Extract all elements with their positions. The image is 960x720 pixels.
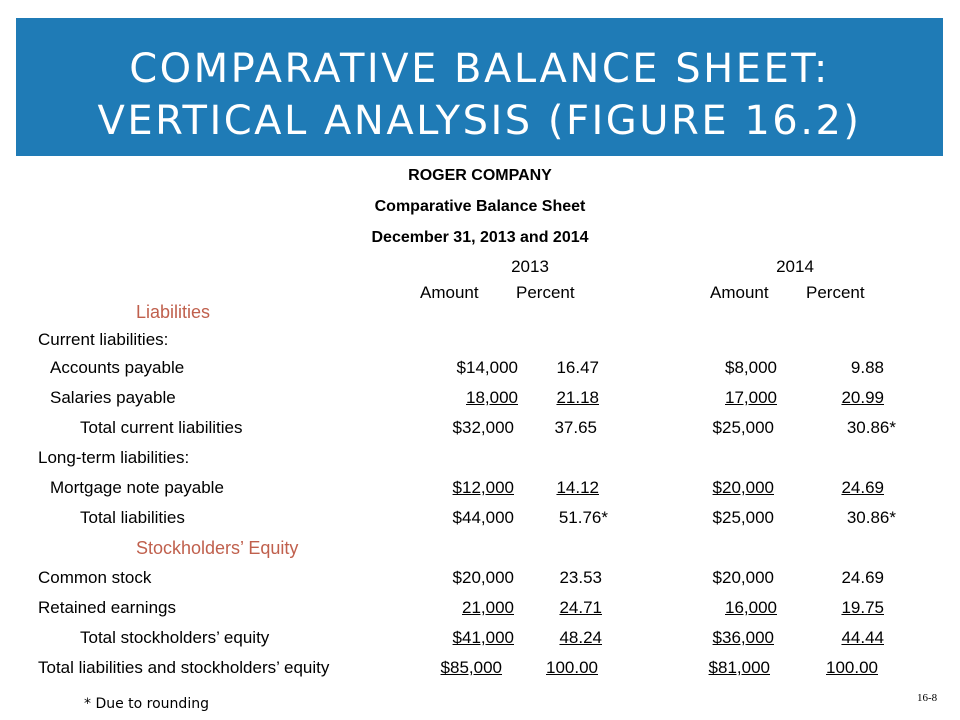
total-current-liabilities-amount-2013: $32,000 bbox=[452, 418, 514, 437]
statement-date: December 31, 2013 and 2014 bbox=[371, 229, 589, 246]
common-stock-percent-2013: 23.53 bbox=[559, 568, 602, 587]
total-liabilities-percent-2013: 51.76* bbox=[558, 508, 608, 527]
accounts-payable-amount-2013: $14,000 bbox=[456, 358, 518, 377]
common-stock-percent-2014: 24.69 bbox=[841, 568, 884, 587]
page-number: 16-8 bbox=[917, 692, 938, 704]
row-label-accounts-payable: Accounts payable bbox=[50, 358, 185, 377]
common-stock-amount-2013: $20,000 bbox=[452, 568, 514, 587]
retained-earnings-amount-2014: 16,000 bbox=[725, 598, 777, 617]
slide-title-line-2: VERTICAL ANALYSIS (FIGURE 16.2) bbox=[97, 98, 862, 144]
liabilities-section-heading: Liabilities bbox=[136, 302, 211, 322]
total-stockholders-equity-percent-2014: 44.44 bbox=[841, 628, 884, 647]
row-label-common-stock: Common stock bbox=[38, 568, 152, 587]
percent-header-2014: Percent bbox=[806, 283, 865, 302]
total-current-liabilities-amount-2014: $25,000 bbox=[712, 418, 774, 437]
total-liabilities-and-equity-percent-2013: 100.00 bbox=[546, 658, 598, 677]
retained-earnings-percent-2013: 24.71 bbox=[559, 598, 602, 617]
total-liabilities-and-equity-amount-2014: $81,000 bbox=[708, 658, 770, 677]
percent-header-2013: Percent bbox=[516, 283, 575, 302]
common-stock-amount-2014: $20,000 bbox=[712, 568, 774, 587]
accounts-payable-percent-2013: 16.47 bbox=[556, 358, 599, 377]
accounts-payable-amount-2014: $8,000 bbox=[725, 358, 777, 377]
row-label-retained-earnings: Retained earnings bbox=[38, 598, 176, 617]
salaries-payable-amount-2014: 17,000 bbox=[725, 388, 777, 407]
amount-header-2013: Amount bbox=[420, 283, 479, 302]
mortgage-note-payable-amount-2014: $20,000 bbox=[712, 478, 774, 497]
year-2013-header: 2013 bbox=[511, 257, 549, 276]
row-label-mortgage-note-payable: Mortgage note payable bbox=[50, 478, 224, 497]
row-label-total-stockholders-equity: Total stockholders’ equity bbox=[80, 628, 270, 647]
amount-header-2014: Amount bbox=[710, 283, 769, 302]
rounding-footnote: * Due to rounding bbox=[84, 696, 209, 712]
row-label-salaries-payable: Salaries payable bbox=[50, 388, 176, 407]
total-liabilities-percent-2014: 30.86* bbox=[846, 508, 896, 527]
year-2014-header: 2014 bbox=[776, 257, 814, 276]
slide-title-line-1: COMPARATIVE BALANCE SHEET: bbox=[129, 46, 830, 92]
total-liabilities-amount-2014: $25,000 bbox=[712, 508, 774, 527]
company-name: ROGER COMPANY bbox=[408, 167, 552, 184]
total-stockholders-equity-amount-2013: $41,000 bbox=[452, 628, 514, 647]
equity-section-heading: Stockholders’ Equity bbox=[136, 538, 299, 558]
row-label-total-liabilities: Total liabilities bbox=[80, 508, 185, 527]
total-liabilities-and-equity-amount-2013: $85,000 bbox=[440, 658, 502, 677]
total-stockholders-equity-percent-2013: 48.24 bbox=[559, 628, 602, 647]
salaries-payable-percent-2013: 21.18 bbox=[556, 388, 599, 407]
total-liabilities-and-equity-percent-2014: 100.00 bbox=[826, 658, 878, 677]
total-current-liabilities-percent-2013: 37.65 bbox=[554, 418, 597, 437]
accounts-payable-percent-2014: 9.88 bbox=[850, 358, 884, 377]
mortgage-note-payable-percent-2014: 24.69 bbox=[841, 478, 884, 497]
title-banner bbox=[16, 18, 943, 156]
salaries-payable-percent-2014: 20.99 bbox=[841, 388, 884, 407]
row-label-total-liabilities-and-equity: Total liabilities and stockholders’ equity bbox=[38, 658, 330, 677]
row-label-total-current-liabilities: Total current liabilities bbox=[80, 418, 243, 437]
row-label-long-term-liabilities: Long-term liabilities: bbox=[38, 448, 190, 467]
retained-earnings-amount-2013: 21,000 bbox=[462, 598, 514, 617]
mortgage-note-payable-percent-2013: 14.12 bbox=[556, 478, 599, 497]
total-liabilities-amount-2013: $44,000 bbox=[452, 508, 514, 527]
retained-earnings-percent-2014: 19.75 bbox=[841, 598, 884, 617]
total-stockholders-equity-amount-2014: $36,000 bbox=[712, 628, 774, 647]
row-label-current-liabilities: Current liabilities: bbox=[38, 330, 169, 349]
total-current-liabilities-percent-2014: 30.86* bbox=[846, 418, 896, 437]
mortgage-note-payable-amount-2013: $12,000 bbox=[452, 478, 514, 497]
statement-name: Comparative Balance Sheet bbox=[374, 198, 586, 215]
salaries-payable-amount-2013: 18,000 bbox=[466, 388, 518, 407]
